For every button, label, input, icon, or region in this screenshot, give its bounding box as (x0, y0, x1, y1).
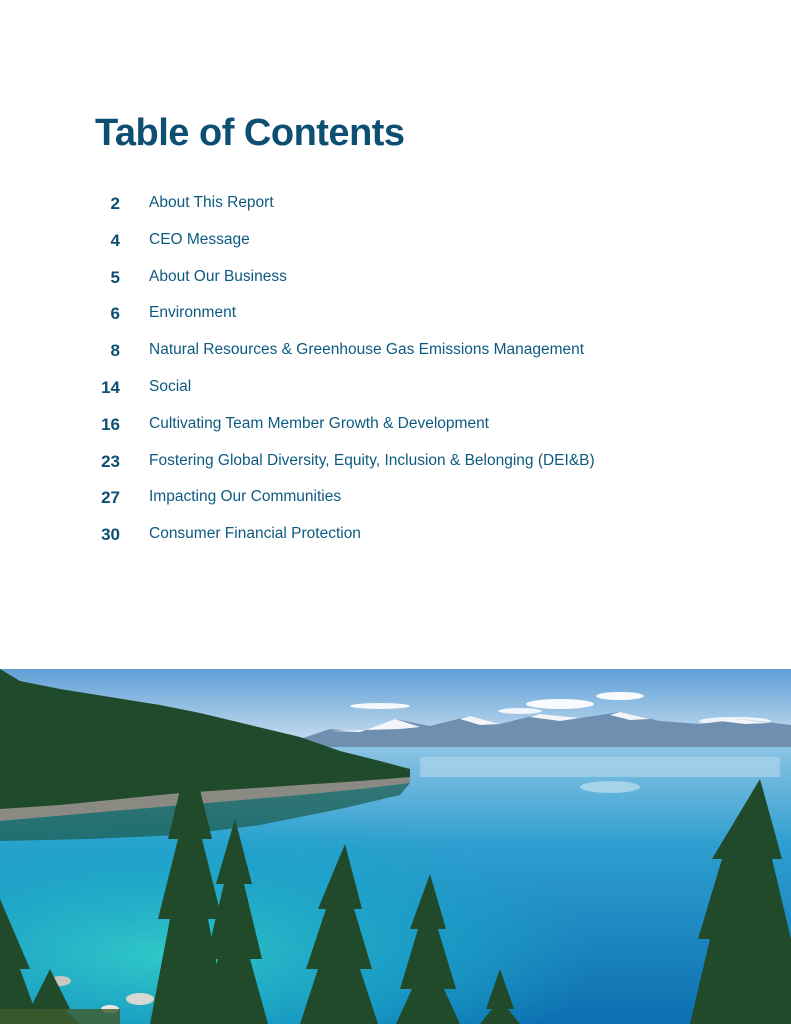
toc-item[interactable] (0, 515, 791, 552)
toc-page-number: 16 (101, 414, 120, 434)
toc-page-number: 4 (110, 230, 120, 250)
toc-item-title[interactable]: Fostering Global Diversity, Equity, Inclusion & Belonging (DEI&B) (149, 451, 595, 469)
toc-item[interactable] (0, 442, 791, 479)
toc-item[interactable] (0, 184, 791, 221)
page-title: Table of Contents (95, 112, 405, 154)
toc-page-number: 5 (110, 267, 120, 287)
toc-page-number: 8 (110, 341, 120, 361)
table-of-contents (0, 184, 791, 552)
toc-page-number: 2 (110, 194, 120, 213)
toc-item-title[interactable]: Social (149, 377, 192, 395)
toc-page-number: 23 (101, 451, 120, 471)
toc-page-number: 6 (110, 304, 120, 324)
toc-page-number: 27 (101, 488, 120, 508)
toc-item[interactable] (0, 331, 791, 368)
toc-page-number: 14 (101, 377, 120, 397)
toc-item[interactable] (0, 368, 791, 405)
toc-item[interactable] (0, 294, 791, 331)
toc-item[interactable] (0, 478, 791, 515)
toc-page-number: 30 (101, 525, 120, 545)
lake-landscape-photo (0, 669, 791, 1024)
toc-item-title[interactable]: Natural Resources & Greenhouse Gas Emissions Management (149, 341, 585, 359)
toc-item-title[interactable]: Cultivating Team Member Growth & Development (149, 414, 489, 432)
toc-item[interactable] (0, 405, 791, 442)
toc-item-title[interactable]: Consumer Financial Protection (149, 525, 361, 543)
toc-item[interactable] (0, 258, 791, 295)
toc-item-title[interactable]: CEO Message (149, 230, 250, 248)
toc-item-title[interactable]: About This Report (149, 194, 274, 211)
toc-item-title[interactable]: Impacting Our Communities (149, 488, 342, 506)
toc-item-title[interactable]: About Our Business (149, 267, 287, 285)
toc-item-title[interactable]: Environment (149, 304, 237, 322)
toc-item[interactable] (0, 221, 791, 258)
